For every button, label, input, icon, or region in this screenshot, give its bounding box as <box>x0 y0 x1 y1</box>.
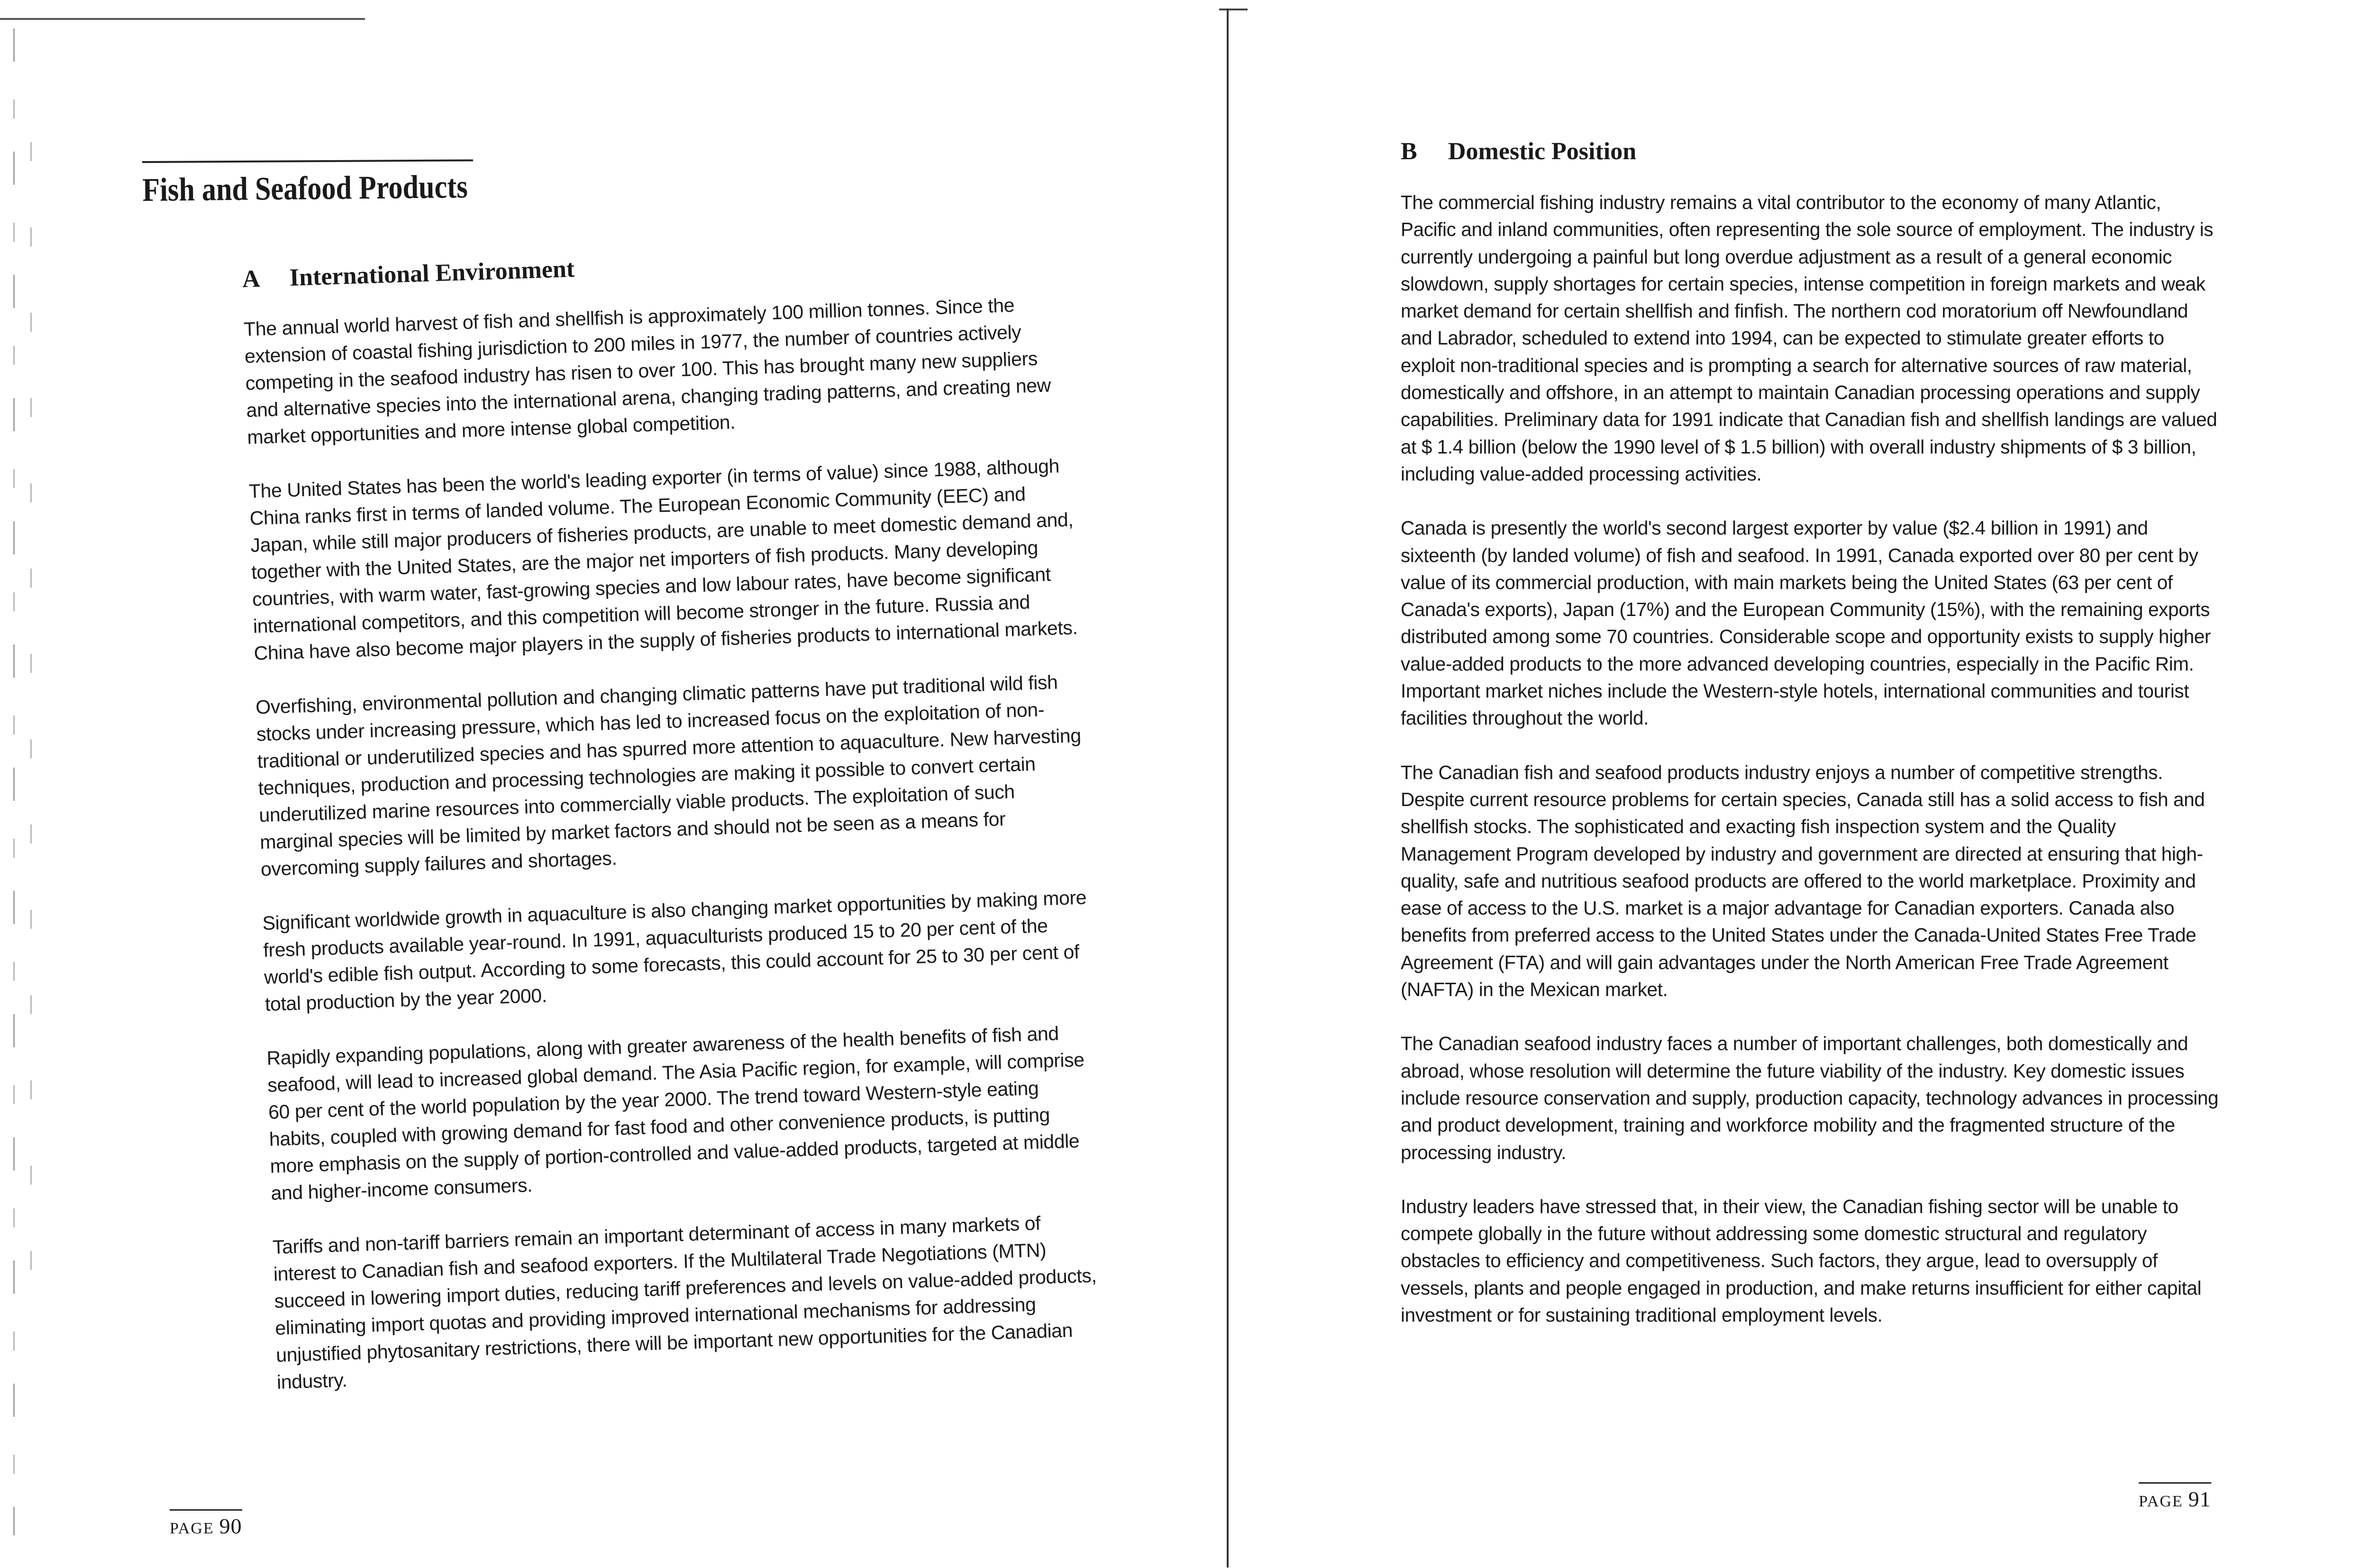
paragraph: Canada is presently the world's second largest exporter by value ($2.4 billion in 1991) and sixteenth (by landed volume) of fish and seafood. In 1991, Canada exported over 80 per cent by value of its commercial production, with main markets being the United States (63 per cent of Canada's exports), Japan (17%) and the European Community (15%), with the remaining exports distributed among some 70 countries. Considerable scope and opportunity exists to supply higher value-added products to the more advanced developing countries, especially in the Pacific Rim. Important market niches include the Western-style hotels, international communities and tourist facilities throughout the world. <box>1401 517 2211 729</box>
section-heading-domestic <box>1401 137 2221 165</box>
paragraph: Rapidly expanding populations, along with greater awareness of the health benefits of fish and seafood, will lead to increased global demand. The Asia Pacific region, for example, will comprise 60 per cent of the world population by the year 2000. The trend toward Western-style eating habits, coupled with growing demand for fast food and other convenience products, is putting more emphasis on the supply of portion-controlled and value-added products, targeted at middle and higher-income consumers. <box>266 1022 1085 1205</box>
paragraph: Tariffs and non-tariff barriers remain an important determinant of access in many markets of interest to Canadian fish and seafood exporters. If the Multilateral Trade Negotiations (MTN) succeed in lowering import duties, reducing tariff preferences and levels on value-added products, eliminating import quotas and providing improved international mechanisms for addressing unjustified phytosanitary restrictions, there will be important new opportunities for the Canadian industry. <box>272 1212 1097 1393</box>
left-page-body <box>242 239 1103 1423</box>
page-number: 91 <box>2188 1487 2211 1511</box>
paragraph: The annual world harvest of fish and shellfish is approximately 100 million tonnes. Since the extension of coastal fishing jurisdiction to 200 miles in 1977, the number of countries actively competing in the seafood industry has risen to over 100. This has brought many new suppliers and alternative species into the international arena, changing trading patterns, and creating new market opportunities and more intense global competition. <box>243 294 1051 448</box>
paragraph: The Canadian seafood industry faces a number of important challenges, both domestically and abroad, whose resolution will determine the future viability of the industry. Key domestic issues include resource conservation and supply, production capacity, technology advances in processing and product development, training and workforce mobility and the fragmented structure of the processing industry. <box>1401 1033 2219 1163</box>
paragraph: Overfishing, environmental pollution and changing climatic patterns have put traditional wild fish stocks under increasing pressure, which has led to increased focus on the exploitation of non-traditional or underutilized species and has spurred more attention to aquaculture. New harvesting techniques, production and processing technologies are making it possible to convert certain underutilized marine resources into commercially viable products. The exploitation of such marginal species will be limited by market factors and should not be seen as a means for overcoming supply failures and shortages. <box>255 671 1082 880</box>
paragraph: The United States has been the world's leading exporter (in terms of value) since 1988, although China ranks first in terms of landed volume. The European Economic Community (EEC) and Japan, while still major producers of fisheries products, are unable to meet domestic demand and, together with the United States, are the major net importers of fish products. Many developing countries, with warm water, fast-growing species and low labour rates, have become significant international competitors, and this competition will become stronger in the future. Russia and China have also become major players in the supply of fisheries products to international markets. <box>248 455 1078 664</box>
page-word: PAGE <box>2139 1493 2183 1510</box>
chapter-title-rule <box>142 159 473 163</box>
paragraph: The Canadian fish and seafood products industry enjoys a number of competitive strengths. Despite current resource problems for certain species, Canada still has a solid access to fish and shellfish stocks. The sophisticated and exacting fish inspection system and the Quality Management Program developed by industry and government are directed at ensuring that high-quality, safe and nutritious seafood products are offered to the world marketplace. Proximity and ease of access to the U.S. market is a major advantage for Canadian exporters. Canada also benefits from preferred access to the United States under the Canada-United States Free Trade Agreement (FTA) and will gain advantages under the North American Free Trade Agreement (NAFTA) in the Mexican market. <box>1401 761 2205 1001</box>
section-title: Domestic Position <box>1448 138 1637 165</box>
paragraph: Industry leaders have stressed that, in their view, the Canadian fishing sector will be unable to compete globally in the future without addressing some domestic structural and regulatory obstacles to efficiency and competitiveness. Such factors, they argue, lead to oversupply of vessels, plants and people engaged in production, and make returns insufficient for either capital investment or for sustaining traditional employment levels. <box>1401 1195 2202 1326</box>
section-heading-international <box>242 239 1067 293</box>
page-number-label <box>170 1509 242 1539</box>
page-number: 90 <box>219 1514 242 1538</box>
paragraph: Significant worldwide growth in aquaculture is also changing market opportunities by making more fresh products available year-round. In 1991, aquaculturists produced 15 to 20 per cent of the world's edible fish output. According to some forecasts, this could account for 25 to 30 per cent of total production by the year 2000. <box>262 886 1087 1015</box>
section-letter: B <box>1401 138 1417 165</box>
right-page-body <box>1401 137 2221 1356</box>
paragraph: The commercial fishing industry remains a vital contributor to the economy of many Atlantic, Pacific and inland communities, often representing the sole source of employment. The industry is currently undergoing a painful but long overdue adjustment as a result of a general economic slowdown, supply shortages for certain species, intense competition in foreign markets and weak market demand for certain shellfish and finfish. The northern cod moratorium off Newfoundland and Labrador, scheduled to extend into 1994, can be expected to stimulate greater efforts to exploit non-traditional species and is prompting a search for alternative sources of raw material, domestically and offshore, in an attempt to maintain Canadian processing operations and supply capabilities. Preliminary data for 1991 indicate that Canadian fish and shellfish landings are valued at $ 1.4 billion (below the 1990 level of $ 1.5 billion) with overall industry shipments of $ 3 billion, including value-added processing activities. <box>1401 191 2217 485</box>
section-letter: A <box>242 265 261 293</box>
page-number-label <box>2139 1482 2211 1512</box>
page-gutter-line <box>1227 9 1229 1568</box>
page-word: PAGE <box>170 1520 214 1537</box>
section-title: International Environment <box>289 255 575 291</box>
chapter-title: Fish and Seafood Products <box>142 168 468 208</box>
